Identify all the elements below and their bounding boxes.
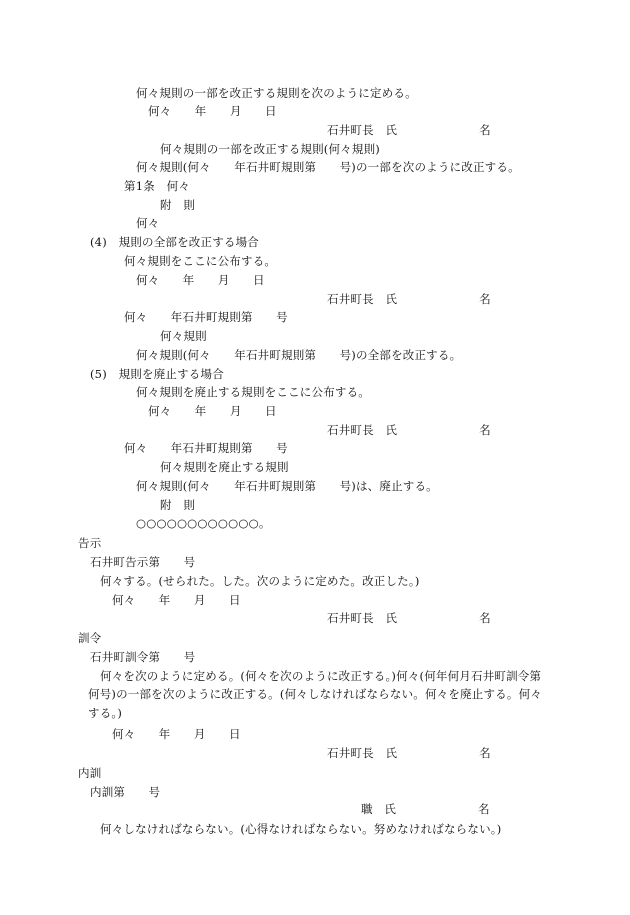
text-line: 何々を次のように定める。(何々を次のように改正する。)何々(何年何月石井町訓令第 [100, 669, 542, 683]
date-line: 何々 年 月 日 [112, 593, 241, 607]
text-line: 何々規則(何々 年石井町規則第 号)の一部を次のように改正する。 [136, 160, 520, 174]
internal-instruction-number-line: 内訓第 号 [90, 785, 161, 799]
signature-line: 石井町長 氏 名 [327, 746, 491, 760]
category-heading: 告示 [78, 536, 102, 550]
text-line: 何々規則を廃止する規則をここに公布する。 [136, 385, 370, 399]
supplementary-heading: 附 則 [160, 198, 196, 212]
text-line: 何々規則 [160, 329, 207, 343]
text-line: 何号)の一部を次のように改正する。(何々しなければならない。何々を廃止する。何々 [88, 687, 542, 701]
text-line: 何々 [136, 216, 160, 230]
supplementary-heading: 附 則 [160, 498, 196, 512]
section-heading: (4) 規則の全部を改正する場合 [90, 235, 259, 249]
date-line: 何々 年 月 日 [148, 104, 277, 118]
signature-line: 職 氏 名 [361, 802, 490, 816]
regulation-number-line: 何々 年石井町規則第 号 [124, 441, 288, 455]
date-line: 何々 年 月 日 [148, 404, 277, 418]
signature-line: 石井町長 氏 名 [327, 611, 491, 625]
signature-line: 石井町長 氏 名 [327, 123, 491, 137]
signature-line: 石井町長 氏 名 [327, 292, 491, 306]
text-line: する。) [88, 706, 123, 720]
text-line: 何々規則(何々 年石井町規則第 号)の全部を改正する。 [136, 348, 462, 362]
text-line: 何々しなければならない。(心得なければならない。努めなければならない。) [100, 822, 502, 836]
date-line: 何々 年 月 日 [112, 727, 241, 741]
text-line: 何々規則をここに公布する。 [124, 254, 277, 268]
section-heading: (5) 規則を廃止する場合 [90, 367, 224, 381]
text-line: 何々規則を廃止する規則 [160, 460, 289, 474]
text-line: 何々する。(せられた。した。次のように定めた。改正した。) [100, 574, 420, 588]
instruction-number-line: 石井町訓令第 号 [90, 650, 196, 664]
category-heading: 内訓 [78, 766, 102, 780]
category-heading: 訓令 [78, 631, 102, 645]
regulation-number-line: 何々 年石井町規則第 号 [124, 310, 288, 324]
text-line: 何々規則(何々 年石井町規則第 号)は、廃止する。 [136, 479, 438, 493]
notice-number-line: 石井町告示第 号 [90, 555, 196, 569]
text-line: ○○○○○○○○○○○○。 [136, 516, 271, 530]
date-line: 何々 年 月 日 [136, 273, 265, 287]
text-line: 何々規則の一部を改正する規則を次のように定める。 [136, 86, 417, 100]
signature-line: 石井町長 氏 名 [327, 423, 491, 437]
article-line: 第1条 何々 [124, 179, 191, 193]
text-line: 何々規則の一部を改正する規則(何々規則) [160, 142, 380, 156]
